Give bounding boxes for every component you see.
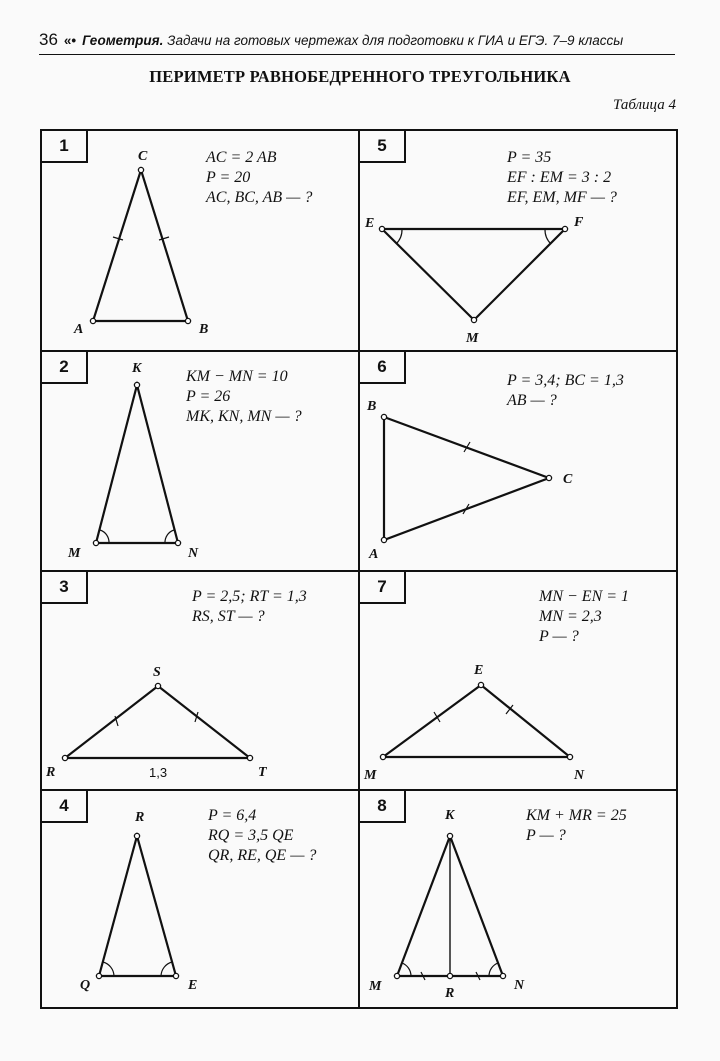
condition-line: EF : EM = 3 : 2 [507,169,612,186]
problem-cell-8 [360,791,676,1007]
section-marker: «• [63,33,77,48]
vertex-label: A [369,547,379,562]
triangle-figure [360,791,676,1007]
running-header [39,30,679,54]
vertex-label: C [563,472,573,487]
condition-line: AC = 2 AB [206,149,277,166]
condition-line: P — ? [526,827,566,844]
table-label: Таблица 4 [613,97,676,113]
condition-line: KM + MR = 25 [526,807,627,824]
vertex-label: B [199,322,209,337]
vertex-label: M [68,546,81,561]
vertex-label: R [46,765,56,780]
vertex-label: Q [80,978,91,993]
problem-cell-3 [42,572,358,789]
condition-line: MN − EN = 1 [539,588,630,605]
condition-line: P = 26 [186,388,231,405]
problem-cell-7 [360,572,676,789]
vertex-label: S [153,665,161,680]
vertex-label: A [74,322,84,337]
problem-number: 3 [42,572,88,604]
condition-line: P = 6,4 [208,807,257,824]
problem-cell-2 [42,352,358,570]
vertex-label: K [132,361,142,376]
problem-number: 2 [42,352,88,384]
vertex-label: E [365,216,375,231]
vertex-label: N [514,978,525,993]
condition-line: P = 35 [507,149,552,166]
condition-line: AC, BC, AB — ? [206,189,313,206]
vertex-label: N [574,768,585,783]
problem-cell-4 [42,791,358,1007]
condition-line: P — ? [539,628,579,645]
header-rule [39,54,675,55]
condition-line: KM − MN = 10 [186,368,288,385]
side-length-label: 1,3 [149,765,168,780]
triangle-figure [360,572,676,789]
condition-line: RQ = 3,5 QE [208,827,294,844]
header-subject: Геометрия. [82,33,164,48]
vertex-label: T [258,765,267,780]
problem-cell-6 [360,352,676,570]
problem-number: 4 [42,791,88,823]
problem-number: 7 [360,572,406,604]
triangle-figure [360,131,676,350]
condition-line: P = 3,4; BC = 1,3 [507,372,624,389]
triangle-figure [42,791,358,1007]
condition-line: EF, EM, MF — ? [507,189,617,206]
problem-number: 6 [360,352,406,384]
vertex-label: M [466,331,479,346]
condition-line: MK, KN, MN — ? [186,408,302,425]
vertex-label: C [138,149,148,164]
vertex-label: R [445,986,455,1001]
triangle-figure [42,352,358,570]
condition-line: RS, ST — ? [192,608,265,625]
condition-line: P = 20 [206,169,251,186]
triangle-figure [42,131,358,350]
problem-number: 1 [42,131,88,163]
page-title: ПЕРИМЕТР РАВНОБЕДРЕННОГО ТРЕУГОЛЬНИКА [149,67,571,86]
vertex-label: R [135,810,145,825]
problem-number: 5 [360,131,406,163]
vertex-label: B [367,399,377,414]
problem-cell-1 [42,131,358,350]
condition-line: QR, RE, QE — ? [208,847,317,864]
vertex-label: M [364,768,377,783]
vertex-label: K [445,808,455,823]
vertex-label: E [474,663,484,678]
triangle-figure [360,352,676,570]
vertex-label: M [369,979,382,994]
header-book-title: Задачи на готовых чертежах для подготовки к ГИА и ЕГЭ. 7–9 классы [167,33,624,48]
condition-line: MN = 2,3 [539,608,602,625]
triangle-figure [42,572,358,789]
vertex-label: N [188,546,199,561]
page-number: 36 [39,30,58,49]
problem-cell-5 [360,131,676,350]
condition-line: AB — ? [507,392,557,409]
problem-number: 8 [360,791,406,823]
vertex-label: F [574,215,584,230]
vertex-label: E [188,978,198,993]
condition-line: P = 2,5; RT = 1,3 [192,588,307,605]
